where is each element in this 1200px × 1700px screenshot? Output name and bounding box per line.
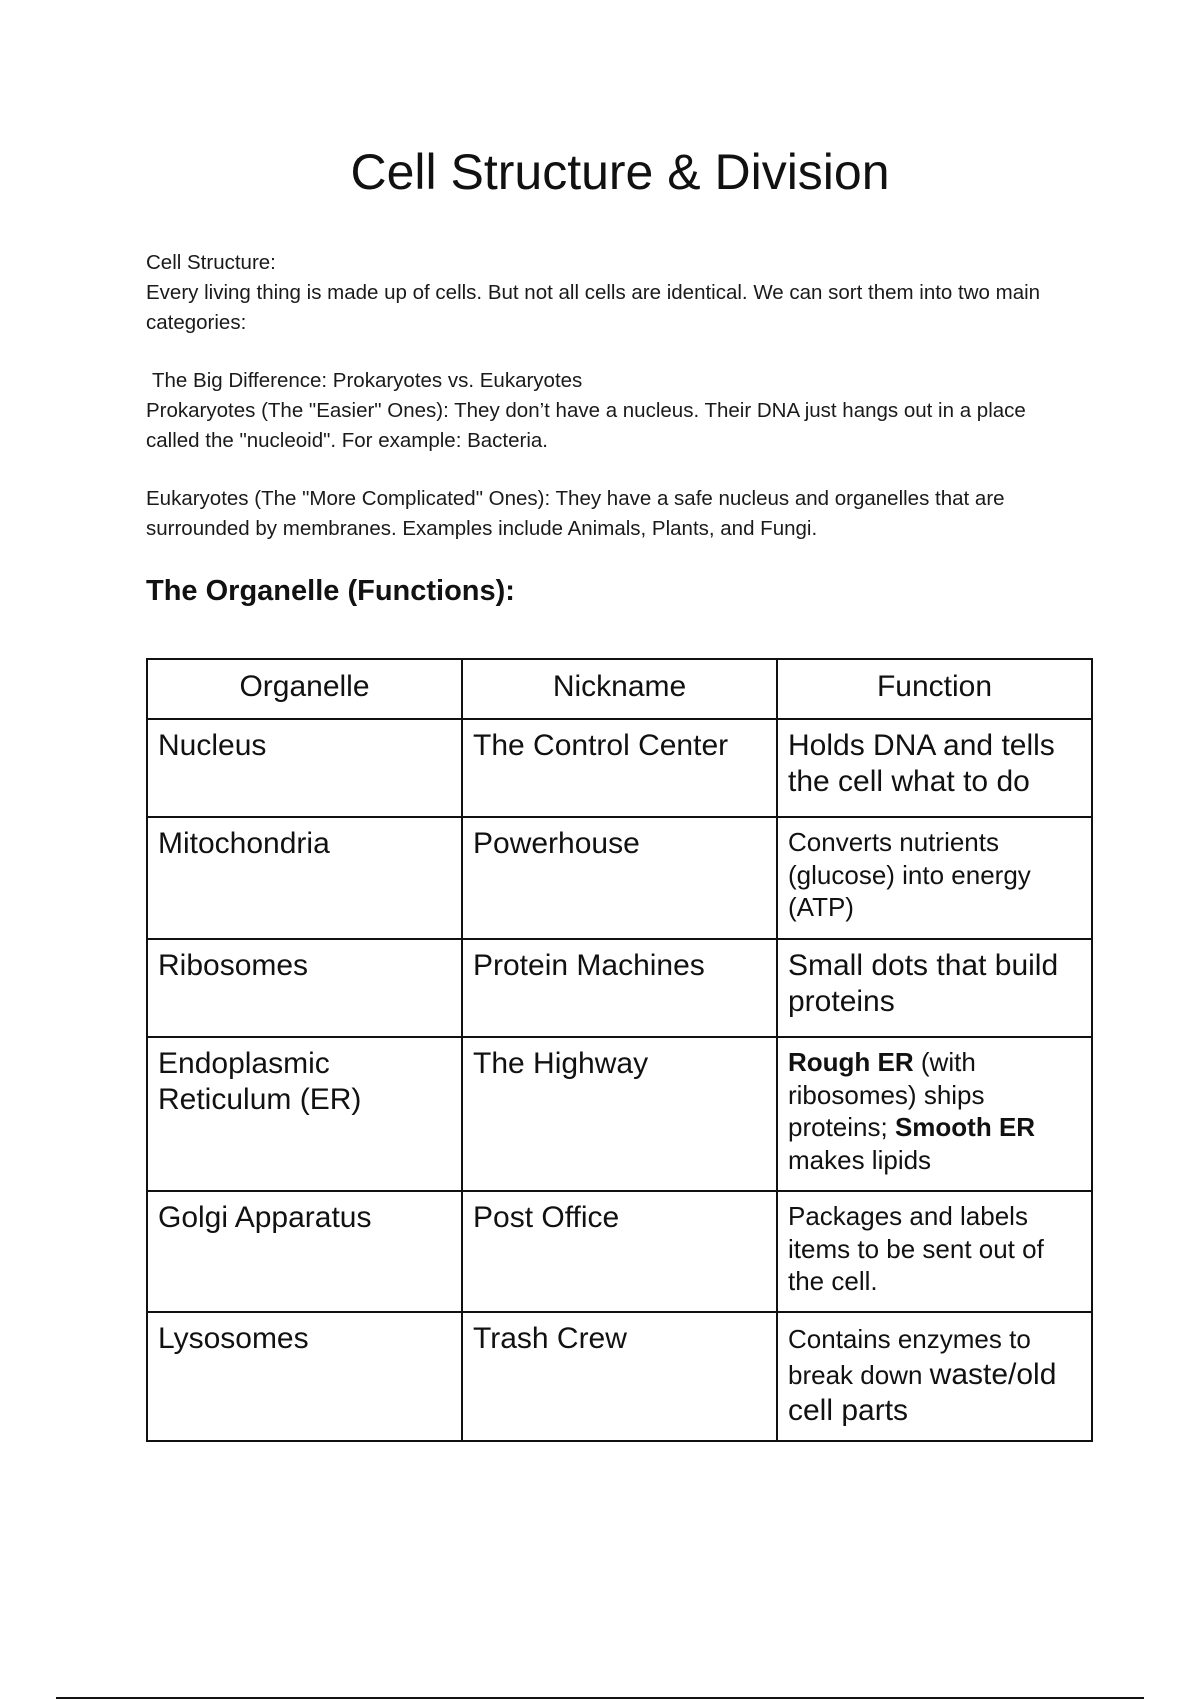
nickname-cell: Powerhouse [462, 817, 777, 939]
function-cell: Holds DNA and tells the cell what to do [777, 719, 1092, 817]
column-header-function: Function [777, 659, 1092, 719]
intro-paragraph: Every living thing is made up of cells. But not all cells are identical. We can sort them into two main categories: [146, 281, 1041, 334]
table-row [147, 939, 1092, 1037]
cell-structure-label: Cell Structure: [146, 251, 276, 274]
intro-section [146, 248, 1076, 544]
table-row [147, 817, 1092, 939]
function-cell: Small dots that build proteins [777, 939, 1092, 1037]
rough-er-description: (with ribosomes) ships proteins; [788, 1047, 985, 1142]
function-lead-text: Contains enzymes to break down [788, 1324, 1031, 1390]
function-cell [777, 1312, 1092, 1441]
paragraph-gap [146, 456, 1076, 484]
nickname-cell: Protein Machines [462, 939, 777, 1037]
organelle-cell: Mitochondria [147, 817, 462, 939]
function-emphasis-text: waste/old cell parts [788, 1358, 1057, 1427]
table-header-row [147, 659, 1092, 719]
paragraph-gap [146, 338, 1076, 366]
table-row [147, 1037, 1092, 1191]
footer-divider [56, 1697, 1144, 1699]
nickname-cell: Post Office [462, 1191, 777, 1312]
column-header-organelle: Organelle [147, 659, 462, 719]
eukaryotes-paragraph: Eukaryotes (The "More Complicated" Ones): They have a safe nucleus and organelles that are surrounded by membranes. Examples include Animals, Plants, and Fungi. [146, 487, 1005, 540]
function-cell: Converts nutrients (glucose) into energy (ATP) [777, 817, 1092, 939]
organelle-cell: Nucleus [147, 719, 462, 817]
column-header-nickname: Nickname [462, 659, 777, 719]
nickname-cell: The Highway [462, 1037, 777, 1191]
smooth-er-term: Smooth ER [894, 1112, 1036, 1142]
organelle-cell: Endoplasmic Reticulum (ER) [147, 1037, 462, 1191]
smooth-er-description: makes lipids [788, 1144, 932, 1175]
rough-er-term: Rough ER [788, 1047, 914, 1077]
table-row [147, 1312, 1092, 1441]
nickname-cell: Trash Crew [462, 1312, 777, 1441]
table-row [147, 719, 1092, 817]
nickname-cell: The Control Center [462, 719, 777, 817]
organelle-cell: Golgi Apparatus [147, 1191, 462, 1312]
organelle-cell: Lysosomes [147, 1312, 462, 1441]
organelle-table [146, 658, 1093, 1442]
prokaryotes-paragraph: Prokaryotes (The "Easier" Ones): They don’t have a nucleus. Their DNA just hangs out in a place called the "nucleoid". For example: Bacteria. [146, 399, 1026, 452]
organelle-cell: Ribosomes [147, 939, 462, 1037]
table-row [147, 1191, 1092, 1312]
page-title: Cell Structure & Division [350, 144, 890, 200]
difference-heading: The Big Difference: Prokaryotes vs. Eukaryotes [152, 369, 583, 392]
function-cell [777, 1037, 1092, 1191]
function-cell: Packages and labels items to be sent out of the cell. [777, 1191, 1092, 1312]
organelle-section-heading: The Organelle (Functions): [146, 575, 515, 607]
